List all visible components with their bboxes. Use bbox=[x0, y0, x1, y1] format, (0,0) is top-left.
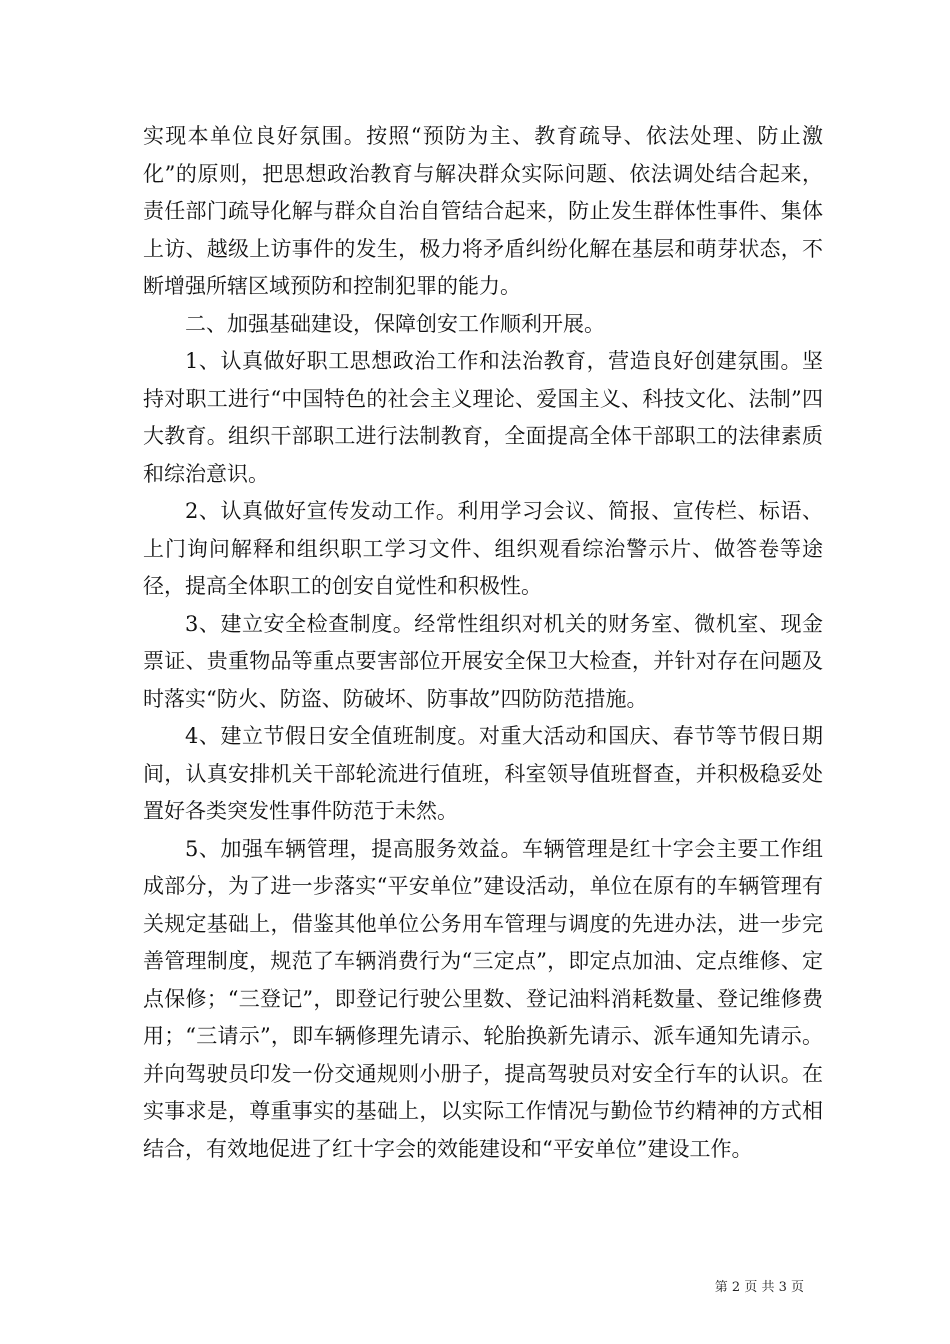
paragraph-item-4: 4、建立节假日安全值班制度。对重大活动和国庆、春节等节假日期间，认真安排机关干部轮流进行值班，科室领导值班督查，并积极稳妥处置好各类突发性事件防范于未然。 bbox=[143, 724, 823, 823]
paragraph-item-2: 2、认真做好宣传发动工作。利用学习会议、简报、宣传栏、标语、上门询问解释和组织职工学习文件、组织观看综治警示片、做答卷等途径，提高全体职工的创安自觉性和积极性。 bbox=[143, 499, 823, 598]
document-body bbox=[143, 118, 823, 1168]
paragraph-continuation: 实现本单位良好氛围。按照“预防为主、教育疏导、依法处理、防止激化”的原则，把思想政治教育与解决群众实际问题、依法调处结合起来，责任部门疏导化解与群众自治自管结合起来，防止发生群体性事件、集体上访、越级上访事件的发生，极力将矛盾纠纷化解在基层和萌芽状态，不断增强所辖区域预防和控制犯罪的能力。 bbox=[143, 124, 823, 298]
paragraph-item-3: 3、建立安全检查制度。经常性组织对机关的财务室、微机室、现金票证、贵重物品等重点要害部位开展安全保卫大检查，并针对存在问题及时落实“防火、防盗、防破坏、防事故”四防防范措施。 bbox=[143, 611, 823, 711]
page-number-footer: 第 2 页 共 3 页 bbox=[714, 1280, 804, 1295]
paragraph-item-5: 5、加强车辆管理，提高服务效益。车辆管理是红十字会主要工作组成部分，为了进一步落实“平安单位”建设活动，单位在原有的车辆管理有关规定基础上，借鉴其他单位公务用车管理与调度的先进办法，进一步完善管理制度，规范了车辆消费行为“三定点”，即定点加油、定点维修、定点保修；“三登记”，即登记行驶公里数、登记油料消耗数量、登记维修费用；“三请示”，即车辆修理先请示、轮胎换新先请示、派车通知先请示。并向驾驶员印发一份交通规则小册子，提高驾驶员对安全行车的认识。在实事求是，尊重事实的基础上，以实际工作情况与勤俭节约精神的方式相结合，有效地促进了红十字会的效能建设和“平安单位”建设工作。 bbox=[143, 836, 823, 1161]
section-heading-2: 二、加强基础建设，保障创安工作顺利开展。 bbox=[185, 311, 605, 336]
paragraph-item-1: 1、认真做好职工思想政治工作和法治教育，营造良好创建氛围。坚持对职工进行“中国特色的社会主义理论、爱国主义、科技文化、法制”四大教育。组织干部职工进行法制教育，全面提高全体干部职工的法律素质和综治意识。 bbox=[143, 349, 823, 486]
